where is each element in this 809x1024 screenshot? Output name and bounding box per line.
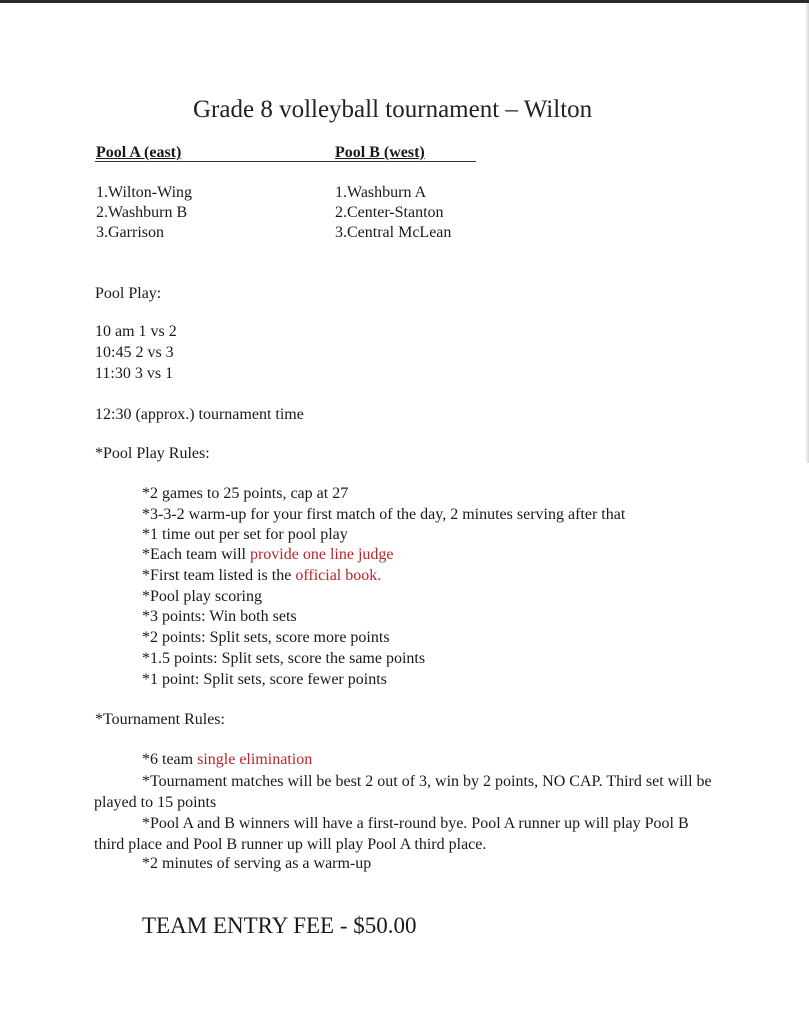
elimination-highlight: single elimination bbox=[197, 751, 313, 768]
schedule-row: 11:30 3 vs 1 bbox=[95, 365, 174, 382]
official-book-highlight: official book. bbox=[295, 567, 382, 584]
pool-b-heading: Pool B (west) bbox=[335, 144, 425, 161]
pool-rules-heading: *Pool Play Rules: bbox=[95, 445, 210, 462]
pool-a-team-2: 2.Washburn B bbox=[96, 204, 188, 221]
line-judge-prefix: *Each team will bbox=[142, 546, 250, 563]
pool-rule-item: *1.5 points: Split sets, score the same points bbox=[142, 650, 426, 667]
pool-rule-item: *1 time out per set for pool play bbox=[142, 526, 348, 543]
document-title: Grade 8 volleyball tournament – Wilton bbox=[193, 96, 593, 123]
team-entry-fee: TEAM ENTRY FEE - $50.00 bbox=[142, 913, 417, 938]
pool-rule-item: *2 games to 25 points, cap at 27 bbox=[142, 485, 349, 502]
pool-rule-item: *1 point: Split sets, score fewer points bbox=[142, 671, 387, 688]
pool-rule-line-judge bbox=[142, 546, 393, 564]
tournament-rule-best-of: *Tournament matches will be best 2 out of 3, win by 2 points, NO CAP. Third set will be played to 15 points bbox=[94, 773, 712, 811]
pool-rule-item: *3-3-2 warm-up for your first match of the day, 2 minutes serving after that bbox=[142, 506, 626, 523]
pool-a-team-1: 1.Wilton-Wing bbox=[96, 184, 193, 201]
scan-top-border bbox=[0, 0, 809, 3]
pool-a-heading: Pool A (east) bbox=[96, 144, 182, 161]
pool-b-team-2: 2.Center-Stanton bbox=[335, 204, 444, 221]
tournament-rule-elimination bbox=[142, 751, 312, 769]
tournament-time: 12:30 (approx.) tournament time bbox=[95, 406, 304, 423]
pool-b-team-1: 1.Washburn A bbox=[335, 184, 427, 201]
line-judge-highlight: provide one line judge bbox=[249, 546, 394, 563]
schedule-row: 10 am 1 vs 2 bbox=[95, 323, 177, 340]
scan-edge-shadow bbox=[805, 3, 809, 463]
tournament-rules-heading: *Tournament Rules: bbox=[95, 711, 225, 728]
elimination-prefix: *6 team bbox=[142, 751, 198, 768]
tournament-rule-bye: *Pool A and B winners will have a first-round bye. Pool A runner up will play Pool B third place and Pool B runner up will play Pool A third place. bbox=[94, 815, 689, 853]
pool-rule-item: *3 points: Win both sets bbox=[142, 608, 297, 625]
official-book-prefix: *First team listed is the bbox=[142, 567, 296, 584]
pool-rule-item: *2 points: Split sets, score more points bbox=[142, 629, 390, 646]
pool-rule-official-book bbox=[142, 567, 381, 585]
pool-b-team-3: 3.Central McLean bbox=[335, 224, 452, 241]
schedule-row: 10:45 2 vs 3 bbox=[95, 344, 174, 361]
pool-a-team-3: 3.Garrison bbox=[96, 224, 164, 241]
pool-heading-underline bbox=[95, 161, 476, 162]
tournament-rule-warmup: *2 minutes of serving as a warm-up bbox=[142, 855, 372, 872]
pool-rule-item: *Pool play scoring bbox=[142, 588, 262, 605]
pool-play-heading: Pool Play: bbox=[95, 285, 162, 302]
